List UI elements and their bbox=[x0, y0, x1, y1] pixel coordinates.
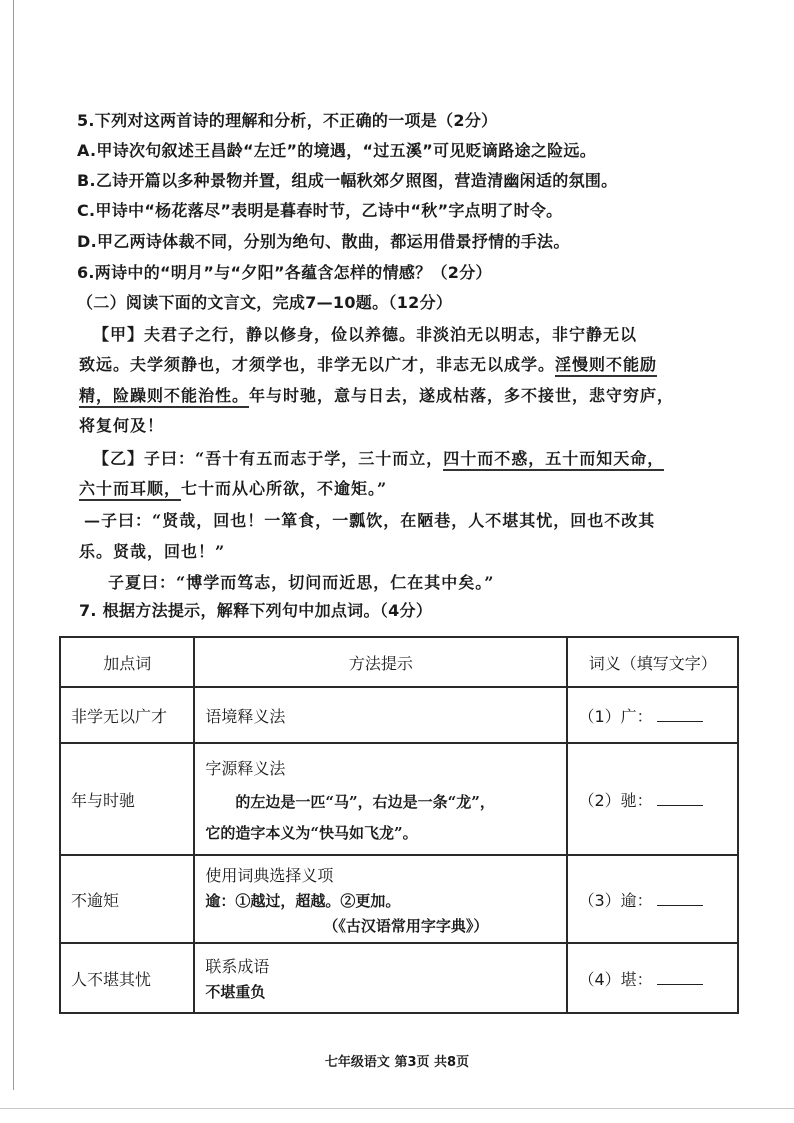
header-word: 加点词 bbox=[60, 637, 194, 687]
row-word: 年与时驰 bbox=[60, 743, 194, 855]
answer-blank[interactable] bbox=[657, 707, 703, 722]
q7-stem: 7. 根据方法提示，解释下列句中加点词。（4分） bbox=[79, 601, 433, 620]
yi-line-3: —子曰：“贤哉，回也！一箪食，一瓢饮，在陋巷，人不堪其忧，回也不改其 bbox=[84, 511, 656, 530]
page-bottom-edge bbox=[0, 1108, 794, 1109]
hint-title: 语境释义法 bbox=[205, 706, 286, 726]
answer-blank[interactable] bbox=[657, 891, 703, 906]
hint-body: 逾：①越过，超越。②更加。 bbox=[205, 891, 401, 910]
page-footer: 七年级语文 第3页 共8页 bbox=[324, 1055, 470, 1070]
hint-title: 使用词典选择义项 bbox=[205, 865, 334, 885]
answer-blank[interactable] bbox=[657, 970, 703, 985]
q5-option-d: D.甲乙两诗体裁不同，分别为绝句、散曲，都运用借景抒情的手法。 bbox=[77, 232, 570, 251]
q7-table bbox=[59, 636, 739, 1014]
jia-underlined-2: 精，险躁则不能治性。 bbox=[79, 386, 249, 408]
row-answer bbox=[567, 687, 738, 743]
jia-line-1: 【甲】夫君子之行，静以修身，俭以养德。非淡泊无以明志，非宁静无以 bbox=[93, 325, 638, 344]
row-word: 非学无以广才 bbox=[60, 687, 194, 743]
table-row bbox=[60, 743, 738, 855]
hint-body-2: （《古汉语常用字字典》） bbox=[323, 916, 489, 935]
jia-underlined-1: 淫慢则不能励 bbox=[555, 355, 657, 377]
q5-option-a: A.甲诗次句叙述王昌龄“左迁”的境遇，“过五溪”可见贬谪路途之险远。 bbox=[77, 141, 597, 160]
hint-body: 不堪重负 bbox=[205, 983, 266, 1001]
page-left-edge bbox=[13, 0, 14, 1090]
yi-line-1-text: 【乙】子曰：“吾十有五而志于学，三十而立， bbox=[93, 449, 444, 468]
answer-label: （3）逾： bbox=[578, 890, 653, 910]
answer-blank[interactable] bbox=[657, 791, 703, 806]
yi-line-2 bbox=[79, 478, 387, 500]
jia-line-4: 将复何及！ bbox=[79, 416, 165, 435]
table-row bbox=[60, 855, 738, 943]
row-hint bbox=[194, 943, 567, 1013]
q5-option-b: B.乙诗开篇以多种景物并置，组成一幅秋郊夕照图，营造清幽闲适的氛围。 bbox=[77, 171, 618, 190]
yi-underlined-2: 六十而耳顺， bbox=[79, 479, 181, 501]
yi-line-5: 子夏曰：“博学而笃志，切问而近思，仁在其中矣。” bbox=[108, 573, 495, 592]
table-row bbox=[60, 687, 738, 743]
hint-body: 的左边是一匹“马”，右边是一条“龙”， bbox=[235, 792, 495, 811]
table-header-row bbox=[60, 637, 738, 687]
q5-option-c: C.甲诗中“杨花落尽”表明是暮春时节，乙诗中“秋”字点明了时令。 bbox=[77, 201, 563, 220]
jia-line-2-text: 致远。夫学须静也，才须学也，非学无以广才，非志无以成学。 bbox=[79, 355, 556, 374]
row-answer bbox=[567, 855, 738, 943]
answer-label: （1）广： bbox=[578, 706, 653, 726]
header-method: 方法提示 bbox=[194, 637, 567, 687]
jia-line-3 bbox=[79, 385, 674, 407]
section2-heading: （二）阅读下面的文言文，完成7—10题。（12分） bbox=[77, 293, 453, 312]
row-answer bbox=[567, 943, 738, 1013]
row-word: 不逾矩 bbox=[60, 855, 194, 943]
q6-stem: 6.两诗中的“明月”与“夕阳”各蕴含怎样的情感？（2分） bbox=[77, 263, 492, 282]
row-answer bbox=[567, 743, 738, 855]
yi-line-2-text: 七十而从心所欲，不逾矩。” bbox=[181, 479, 388, 498]
q5-stem: 5.下列对这两首诗的理解和分析，不正确的一项是（2分） bbox=[77, 111, 498, 130]
yi-line-4: 乐。贤哉，回也！” bbox=[79, 542, 226, 561]
row-hint bbox=[194, 855, 567, 943]
hint-body-2: 它的造字本义为“快马如飞龙”。 bbox=[205, 823, 418, 842]
jia-line-2 bbox=[79, 354, 657, 376]
table-row bbox=[60, 943, 738, 1013]
jia-line-3-text: 年与时驰，意与日去，遂成枯落，多不接世，悲守穷庐， bbox=[249, 386, 675, 405]
hint-title: 字源释义法 bbox=[205, 758, 286, 778]
header-meaning: 词义（填写文字） bbox=[567, 637, 738, 687]
answer-label: （2）驰： bbox=[578, 790, 653, 810]
yi-line-1 bbox=[93, 448, 664, 470]
row-hint bbox=[194, 687, 567, 743]
row-hint bbox=[194, 743, 567, 855]
yi-underlined-1: 四十而不惑，五十而知天命， bbox=[443, 449, 664, 471]
hint-title: 联系成语 bbox=[205, 957, 270, 976]
row-word: 人不堪其忧 bbox=[60, 943, 194, 1013]
answer-label: （4）堪： bbox=[578, 969, 653, 989]
